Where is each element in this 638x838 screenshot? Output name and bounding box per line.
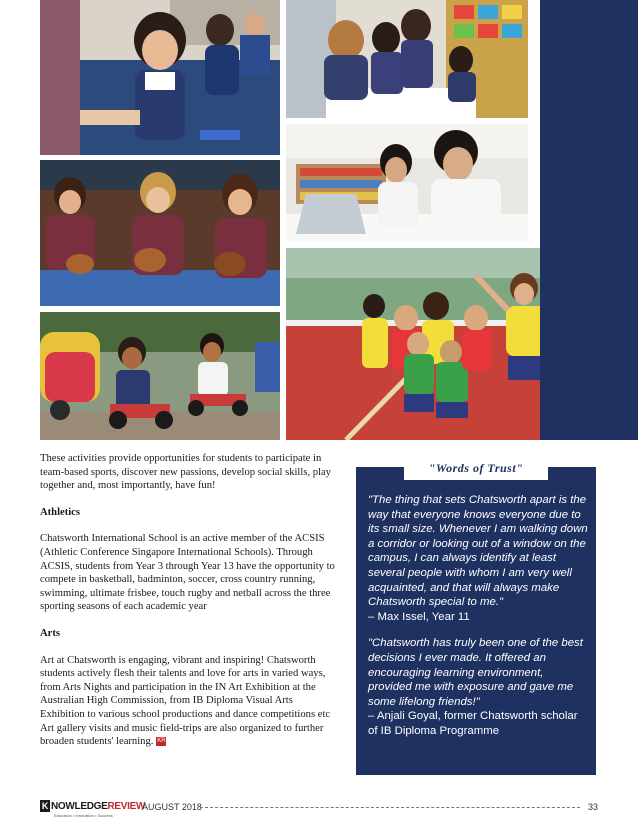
athletics-heading: Athletics: [40, 506, 81, 518]
photo-playground-carts: [40, 312, 280, 440]
photo-group-study: [286, 0, 528, 118]
words-of-trust-title: "Words of Trust": [404, 456, 548, 480]
testimonial-attribution-1: – Max Issel, Year 11: [368, 610, 470, 623]
page-footer: [40, 798, 600, 818]
logo-review-text: REVIEW: [107, 801, 146, 812]
testimonial-quote-2: "Chatsworth has truly been one of the best decisions I ever made. It offered an encouraging learning environment, provided me with exposure and gave me some lifelong friends!": [368, 637, 583, 708]
photo-kindergarten-girl: [40, 0, 280, 155]
testimonial-quote-1: "The thing that sets Chatsworth apart is the way that everyone knows everyone due to its small size. Whenever I am walking down a corridor or looking out of a window on the campus, I can always identify at least several people with whom I am very well acquainted, and that will always make Chatsworth special to me.": [368, 494, 588, 609]
arts-heading: Arts: [40, 627, 61, 639]
logo-tagline: Education • Innovation • Success: [54, 813, 113, 818]
knowledge-review-logo: [40, 800, 145, 812]
arts-paragraph: [40, 654, 340, 749]
testimonial-attribution-2: – Anjali Goyal, former Chatsworth scholar of IB Diploma Programme: [368, 710, 578, 737]
photo-ukulele-girls: [40, 160, 280, 306]
end-mark-icon: KR: [157, 738, 166, 745]
intro-paragraph: These activities provide opportunities for students to participate in team-based sports, discover new passions, develop social skills, play together and, most importantly, have fun!: [40, 453, 331, 492]
logo-main-text: NOWLEDGE: [51, 801, 108, 812]
decorative-navy-band: [540, 0, 638, 440]
arts-text: Art at Chatsworth is engaging, vibrant and inspiring! Chatsworth students actively flesh their talents and love for arts in varied ways, from Arts Nights and participation in the IN Art Exhibition at the Australian High Commission, from IB Diploma Visual Arts Exhibition to various school productions and dance competitions etc Art gallery visits and music field-trips are also organized to further broaden students' learning.: [40, 654, 331, 748]
issue-month: AUGUST 2018: [142, 802, 202, 812]
words-of-trust-box: [356, 467, 596, 775]
logo-k-mark: K: [41, 801, 49, 811]
article-body: [40, 452, 340, 762]
photo-laptop-students: [286, 124, 528, 242]
page-number: 33: [587, 802, 598, 812]
athletics-paragraph: Chatsworth International School is an active member of the ACSIS (Athletic Conference Singapore International Schools). Through ACSIS, students from Year 3 through Year 13 have the opportunity to compete in basketball, badminton, soccer, cross country running, swimming, ultimate frisbee, touch rugby and netball across the three sporting seasons of each academic year: [40, 533, 335, 613]
footer-divider: [200, 807, 580, 808]
